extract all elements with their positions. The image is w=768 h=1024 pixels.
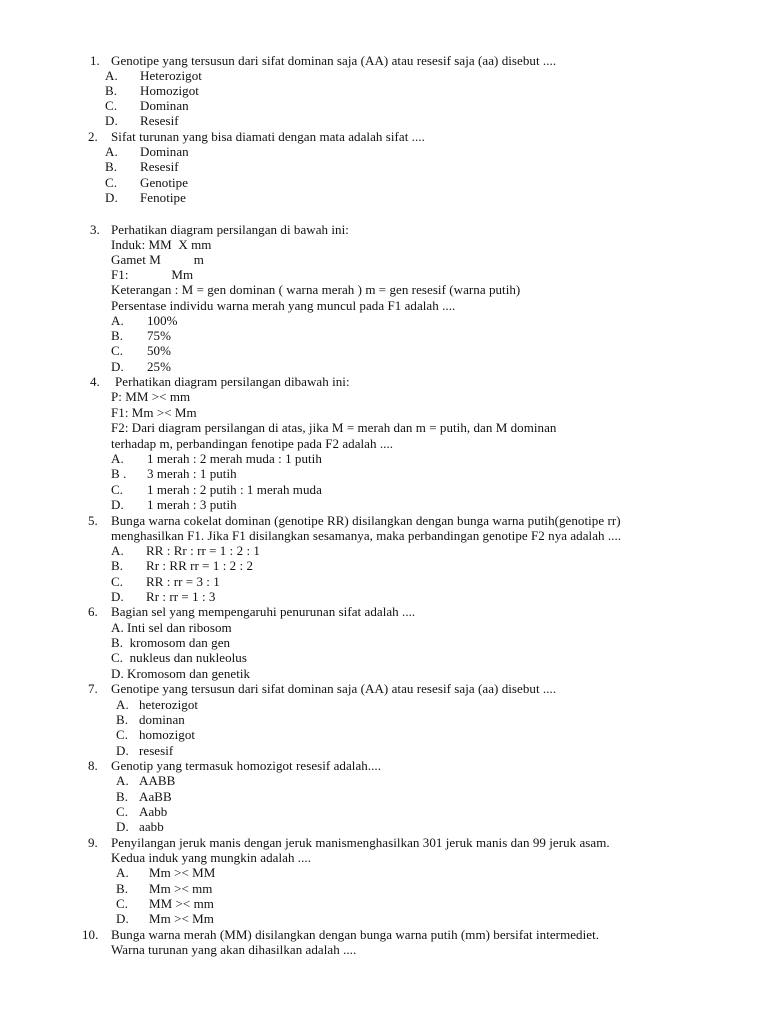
question-text: Sifat turunan yang bisa diamati dengan mata adalah sifat .... xyxy=(111,129,425,144)
question-detail-line: menghasilkan F1. Jika F1 disilangkan sesamanya, maka perbandingan genotipe F2 nya adalah .... xyxy=(111,528,622,543)
question-text: Penyilangan jeruk manis dengan jeruk manismenghasilkan 301 jeruk manis dan 99 jeruk asam. xyxy=(111,835,610,850)
item-number: D. xyxy=(111,497,124,512)
item-number: C. xyxy=(105,98,118,113)
item-number: 6. xyxy=(88,604,98,619)
question-detail-line: Gamet M m xyxy=(111,252,204,267)
option-text: Homozigot xyxy=(140,83,199,98)
option-text: 100% xyxy=(147,313,178,328)
option-text: Mm >< Mm xyxy=(149,911,214,926)
item-number: A. xyxy=(111,313,124,328)
question-text: Bagian sel yang mempengaruhi penurunan sifat adalah .... xyxy=(111,604,416,619)
item-number: B. xyxy=(111,328,124,343)
item-number: 4. xyxy=(90,374,100,389)
option-text: RR : rr = 3 : 1 xyxy=(146,574,220,589)
option-text: aabb xyxy=(139,819,164,834)
option-text: Aabb xyxy=(139,804,168,819)
option-text: MM >< mm xyxy=(149,896,214,911)
item-number: 1. xyxy=(90,53,100,68)
option-text: resesif xyxy=(139,743,174,758)
item-number: D. xyxy=(116,743,129,758)
option-text: AABB xyxy=(139,773,176,788)
item-number: A. xyxy=(116,773,129,788)
question-detail-line: Kedua induk yang mungkin adalah .... xyxy=(111,850,312,865)
option-text: 1 merah : 3 putih xyxy=(147,497,237,512)
option-text: Mm >< MM xyxy=(149,865,216,880)
option-text: 50% xyxy=(147,343,171,358)
item-number: C. xyxy=(111,574,124,589)
item-number: A. xyxy=(105,68,118,83)
item-number: 3. xyxy=(90,222,100,237)
question-detail-line: F1: Mm xyxy=(111,267,194,282)
item-number: C. xyxy=(116,896,129,911)
item-number: B. xyxy=(105,159,118,174)
option-text: Mm >< mm xyxy=(149,881,213,896)
option-text: homozigot xyxy=(139,727,196,742)
option-text: Heterozigot xyxy=(140,68,202,83)
item-number: C. xyxy=(111,343,124,358)
item-number: 10. xyxy=(82,927,99,942)
item-number: 9. xyxy=(88,835,98,850)
question-text: Genotipe yang tersusun dari sifat dominan saja (AA) atau resesif saja (aa) disebut .... xyxy=(111,53,557,68)
option-text: Rr : rr = 1 : 3 xyxy=(146,589,216,604)
item-number: A. xyxy=(116,865,129,880)
item-number: A. xyxy=(105,144,118,159)
item-number: B. xyxy=(105,83,118,98)
item-number: C. xyxy=(111,482,124,497)
option-text: Dominan xyxy=(140,98,189,113)
question-text: Bunga warna merah (MM) disilangkan dengan bunga warna putih (mm) bersifat intermediet. xyxy=(111,927,600,942)
item-number: A. xyxy=(111,543,124,558)
item-number: D. xyxy=(111,589,124,604)
item-number: D. xyxy=(105,113,118,128)
item-number: C. xyxy=(116,727,129,742)
question-detail-line: Persentase individu warna merah yang muncul pada F1 adalah .... xyxy=(111,298,456,313)
question-detail-line: Keterangan : M = gen dominan ( warna merah ) m = gen resesif (warna putih) xyxy=(111,282,521,297)
option-text: 75% xyxy=(147,328,171,343)
option-text: Resesif xyxy=(140,159,179,174)
option-text: 25% xyxy=(147,359,171,374)
option-text: C. nukleus dan nukleolus xyxy=(111,650,247,665)
item-number: A. xyxy=(111,451,124,466)
item-number: D. xyxy=(116,819,129,834)
option-text: 1 merah : 2 merah muda : 1 putih xyxy=(147,451,322,466)
item-number: B. xyxy=(116,881,129,896)
item-number: 5. xyxy=(88,513,98,528)
option-text: heterozigot xyxy=(139,697,199,712)
item-number: B. xyxy=(111,558,124,573)
question-text: Perhatikan diagram persilangan dibawah ini: xyxy=(115,374,350,389)
item-number: 8. xyxy=(88,758,98,773)
question-detail-line: P: MM >< mm xyxy=(111,389,191,404)
item-number: C. xyxy=(116,804,129,819)
option-text: Rr : RR rr = 1 : 2 : 2 xyxy=(146,558,254,573)
item-number: C. xyxy=(105,175,118,190)
option-text: AaBB xyxy=(139,789,172,804)
item-number: 2. xyxy=(88,129,98,144)
option-text: A. Inti sel dan ribosom xyxy=(111,620,232,635)
question-detail-line: F2: Dari diagram persilangan di atas, jika M = merah dan m = putih, dan M dominan xyxy=(111,420,557,435)
option-text: B. kromosom dan gen xyxy=(111,635,231,650)
option-text: RR : Rr : rr = 1 : 2 : 1 xyxy=(146,543,260,558)
question-text: Genotipe yang tersusun dari sifat dominan saja (AA) atau resesif saja (aa) disebut .... xyxy=(111,681,557,696)
question-text: Genotip yang termasuk homozigot resesif adalah.... xyxy=(111,758,382,773)
question-detail-line: terhadap m, perbandingan fenotipe pada F2 adalah .... xyxy=(111,436,394,451)
question-text: Perhatikan diagram persilangan di bawah ini: xyxy=(111,222,349,237)
item-number: D. xyxy=(105,190,118,205)
item-number: D. xyxy=(111,359,124,374)
question-text: Bunga warna cokelat dominan (genotipe RR) disilangkan dengan bunga warna putih(genotipe rr) xyxy=(111,513,621,528)
item-number: A. xyxy=(116,697,129,712)
option-text: Resesif xyxy=(140,113,179,128)
item-number: D. xyxy=(116,911,129,926)
question-detail-line: Induk: MM X mm xyxy=(111,237,212,252)
option-text: Dominan xyxy=(140,144,189,159)
item-number: 7. xyxy=(88,681,98,696)
option-text: 1 merah : 2 putih : 1 merah muda xyxy=(147,482,322,497)
item-number: B . xyxy=(111,466,127,481)
item-number: B. xyxy=(116,712,129,727)
item-number: B. xyxy=(116,789,129,804)
option-text: dominan xyxy=(139,712,185,727)
option-text: Genotipe xyxy=(140,175,189,190)
option-text: Fenotipe xyxy=(140,190,186,205)
option-text: 3 merah : 1 putih xyxy=(147,466,237,481)
option-text: D. Kromosom dan genetik xyxy=(111,666,251,681)
question-detail-line: F1: Mm >< Mm xyxy=(111,405,197,420)
question-detail-line: Warna turunan yang akan dihasilkan adalah .... xyxy=(111,942,357,957)
